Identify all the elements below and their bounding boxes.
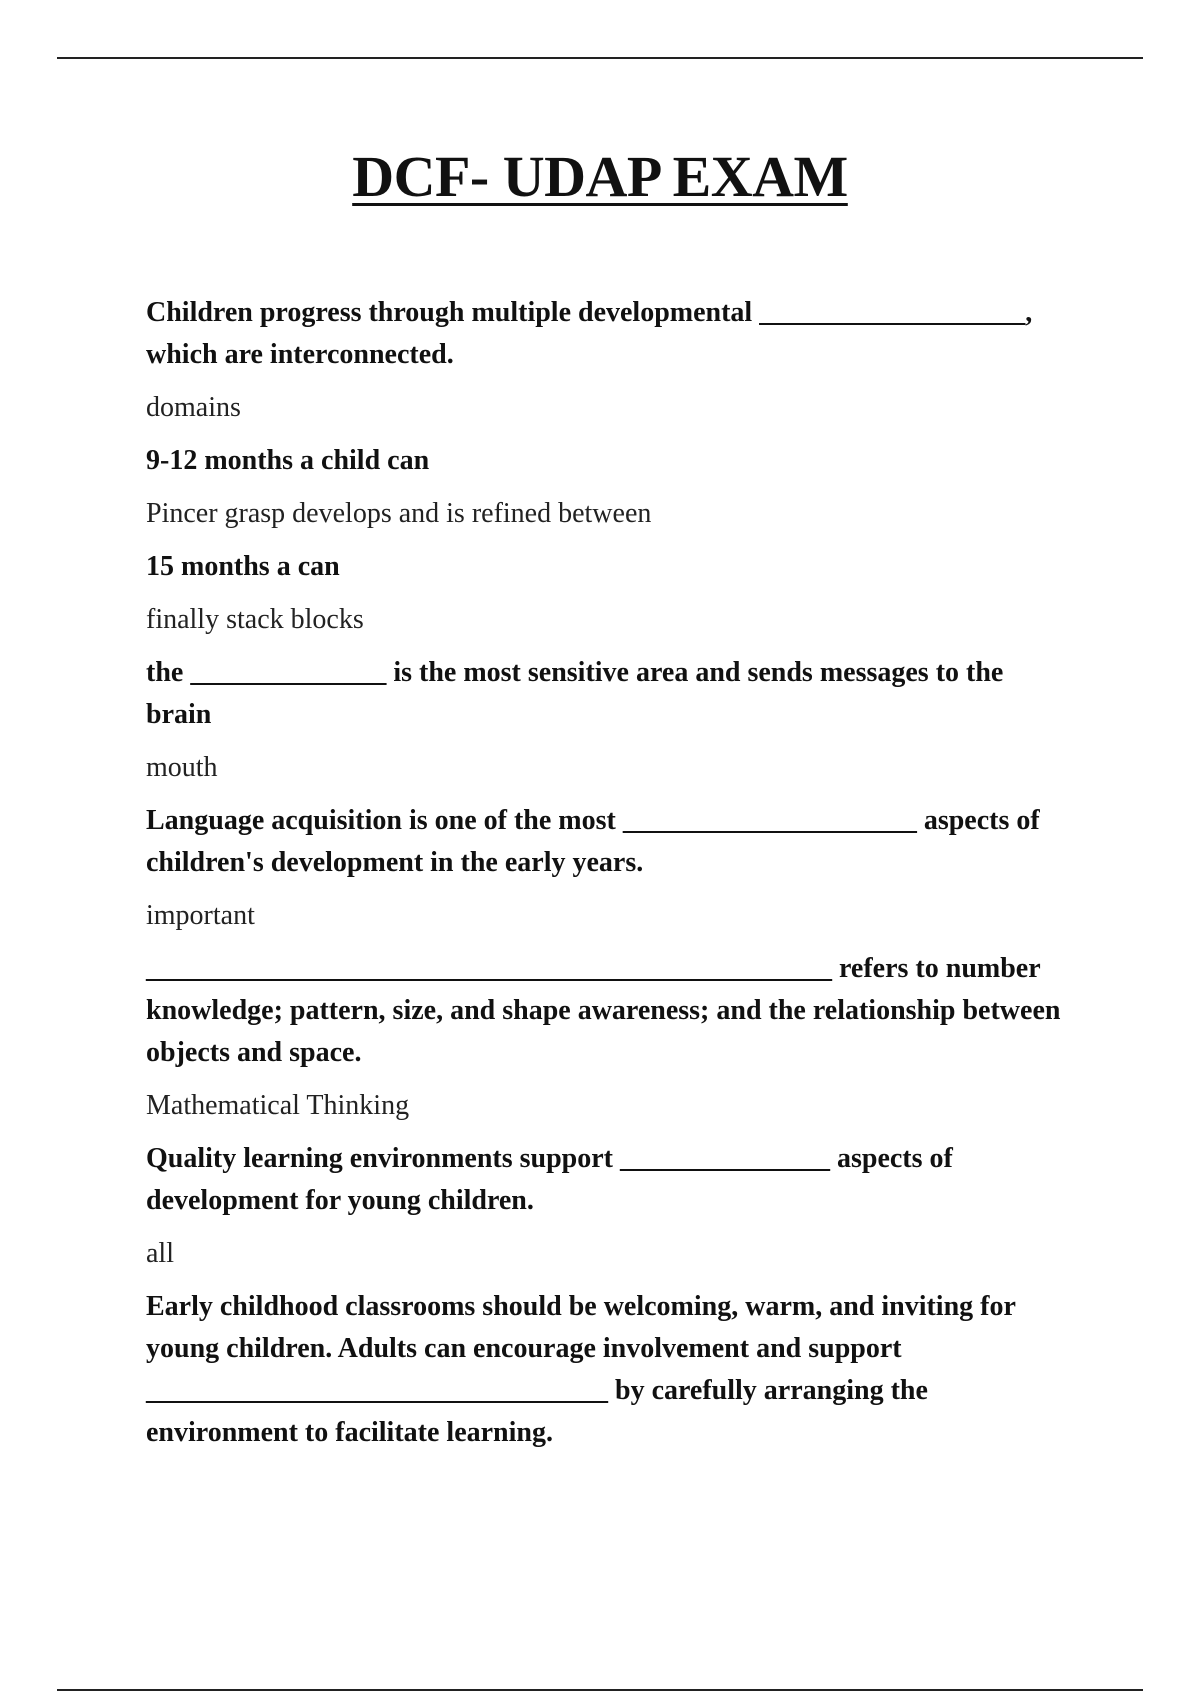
page-title: DCF- UDAP EXAM — [352, 144, 848, 209]
question-text: Early childhood classrooms should be welcoming, warm, and inviting for young children. Adults can encourage involvement and support _________________________________ by carefully arranging the environment to facilitate learning. — [146, 1291, 1016, 1448]
question-text: Language acquisition is one of the most _____________________ aspects of children's development in the early years. — [146, 805, 1040, 878]
question-text: the ______________ is the most sensitive area and sends messages to the brain — [146, 657, 1004, 730]
question-list — [146, 292, 1066, 1466]
answer-text: important — [146, 900, 255, 931]
answer-text: finally stack blocks — [146, 604, 364, 635]
question-text: 9-12 months a child can — [146, 445, 430, 476]
bottom-rule — [57, 1689, 1143, 1691]
page-title-heading — [0, 144, 1200, 209]
question-text: Children progress through multiple developmental ___________________, which are interconnected. — [146, 297, 1033, 370]
answer-text: Mathematical Thinking — [146, 1090, 410, 1121]
top-rule — [57, 57, 1143, 59]
question-text: 15 months a can — [146, 551, 340, 582]
answer-text: mouth — [146, 752, 218, 783]
answer-text: all — [146, 1238, 174, 1269]
question-text: Quality learning environments support _______________ aspects of development for young children. — [146, 1143, 953, 1216]
answer-text: Pincer grasp develops and is refined between — [146, 498, 652, 529]
question-text: _________________________________________________ refers to number knowledge; pattern, size, and shape awareness; and the relationship between objects and space. — [146, 953, 1061, 1068]
answer-text: domains — [146, 392, 241, 423]
